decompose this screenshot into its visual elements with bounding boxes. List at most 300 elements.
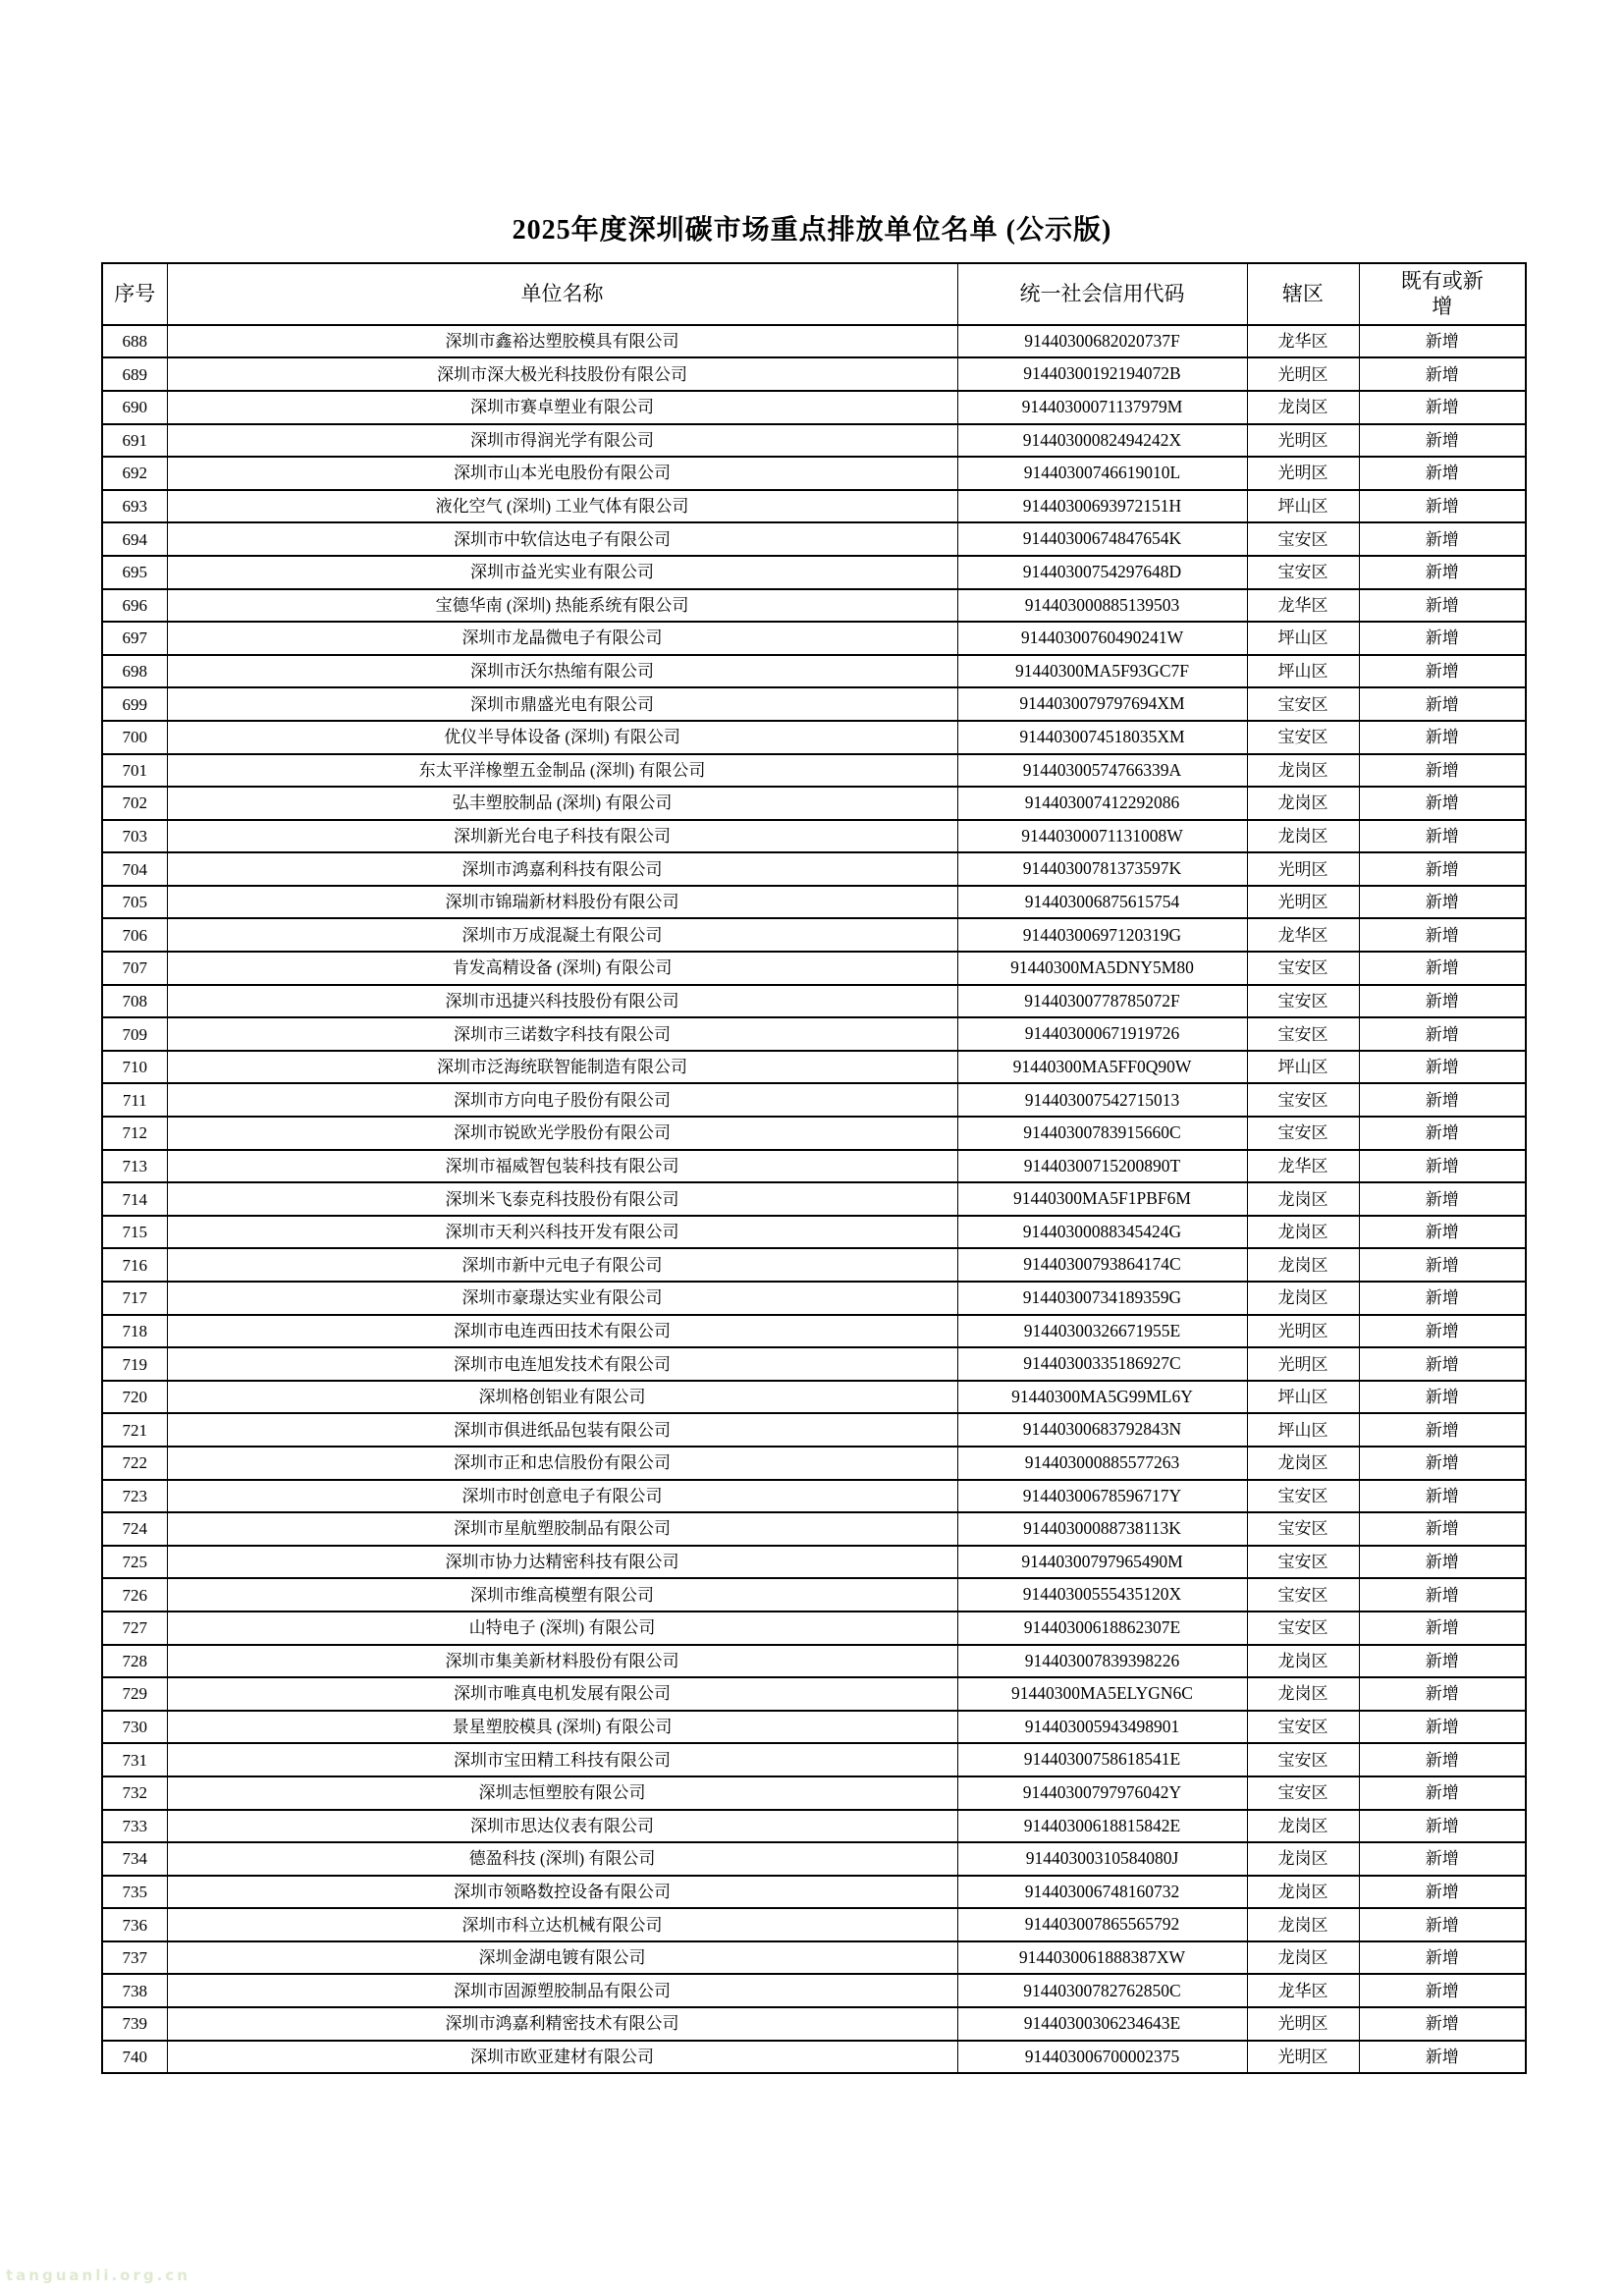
credit-code: 91440300192194072B <box>957 357 1247 391</box>
district: 光明区 <box>1247 357 1359 391</box>
table-row <box>102 655 1526 688</box>
district: 龙华区 <box>1247 589 1359 623</box>
row-seq: 732 <box>102 1776 167 1810</box>
district: 坪山区 <box>1247 1381 1359 1414</box>
row-seq: 704 <box>102 852 167 886</box>
table-row <box>102 1578 1526 1612</box>
credit-code: 91440300306234643E <box>957 2007 1247 2041</box>
district: 龙岗区 <box>1247 1645 1359 1678</box>
row-seq: 730 <box>102 1711 167 1744</box>
row-seq: 698 <box>102 655 167 688</box>
district: 宝安区 <box>1247 687 1359 721</box>
credit-code: 91440300683792843N <box>957 1413 1247 1447</box>
table-row <box>102 1546 1526 1579</box>
table-row <box>102 886 1526 919</box>
status: 新增 <box>1359 522 1526 556</box>
status: 新增 <box>1359 1876 1526 1909</box>
credit-code: 914403006748160732 <box>957 1876 1247 1909</box>
row-seq: 733 <box>102 1810 167 1843</box>
table-row <box>102 1677 1526 1711</box>
credit-code: 9144030061888387XW <box>957 1941 1247 1975</box>
row-seq: 721 <box>102 1413 167 1447</box>
status: 新增 <box>1359 1248 1526 1282</box>
credit-code: 91440300335186927C <box>957 1347 1247 1381</box>
district: 光明区 <box>1247 852 1359 886</box>
credit-code: 91440300088345424G <box>957 1216 1247 1249</box>
credit-code: 91440300MA5DNY5M80 <box>957 952 1247 985</box>
row-seq: 714 <box>102 1182 167 1216</box>
row-seq: 693 <box>102 490 167 523</box>
column-header-label: 辖区 <box>1282 282 1324 306</box>
table-row <box>102 1447 1526 1480</box>
credit-code: 914403000671919726 <box>957 1017 1247 1051</box>
row-seq: 696 <box>102 589 167 623</box>
table-row <box>102 1083 1526 1117</box>
status: 新增 <box>1359 852 1526 886</box>
status: 新增 <box>1359 918 1526 952</box>
status: 新增 <box>1359 1480 1526 1513</box>
table-row <box>102 1051 1526 1084</box>
district: 龙岗区 <box>1247 787 1359 820</box>
company-name: 深圳市中软信达电子有限公司 <box>167 522 957 556</box>
table-row <box>102 357 1526 391</box>
row-seq: 703 <box>102 820 167 853</box>
row-seq: 728 <box>102 1645 167 1678</box>
table-row <box>102 852 1526 886</box>
credit-code: 91440300760490241W <box>957 622 1247 655</box>
row-seq: 695 <box>102 556 167 589</box>
district: 龙岗区 <box>1247 1216 1359 1249</box>
credit-code: 914403007542715013 <box>957 1083 1247 1117</box>
district: 宝安区 <box>1247 1743 1359 1776</box>
row-seq: 727 <box>102 1612 167 1645</box>
table-row <box>102 556 1526 589</box>
credit-code: 91440300797976042Y <box>957 1776 1247 1810</box>
status: 新增 <box>1359 1117 1526 1150</box>
credit-code: 9144030074518035XM <box>957 721 1247 754</box>
company-name: 深圳市新中元电子有限公司 <box>167 1248 957 1282</box>
company-name: 深圳市龙晶微电子有限公司 <box>167 622 957 655</box>
row-seq: 713 <box>102 1150 167 1183</box>
company-name: 深圳市鼎盛光电有限公司 <box>167 687 957 721</box>
district: 龙岗区 <box>1247 1941 1359 1975</box>
row-seq: 736 <box>102 1908 167 1941</box>
table-row <box>102 2041 1526 2074</box>
row-seq: 729 <box>102 1677 167 1711</box>
column-header-status <box>1359 263 1526 325</box>
status: 新增 <box>1359 1347 1526 1381</box>
row-seq: 717 <box>102 1282 167 1315</box>
table-row <box>102 522 1526 556</box>
table-row <box>102 2007 1526 2041</box>
district: 坪山区 <box>1247 655 1359 688</box>
company-name: 液化空气 (深圳) 工业气体有限公司 <box>167 490 957 523</box>
company-name: 深圳市赛卓塑业有限公司 <box>167 391 957 424</box>
row-seq: 697 <box>102 622 167 655</box>
district: 龙华区 <box>1247 918 1359 952</box>
table-row <box>102 1776 1526 1810</box>
credit-code: 91440300MA5ELYGN6C <box>957 1677 1247 1711</box>
emission-units-table <box>101 262 1527 2074</box>
row-seq: 726 <box>102 1578 167 1612</box>
row-seq: 700 <box>102 721 167 754</box>
district: 光明区 <box>1247 1315 1359 1348</box>
row-seq: 716 <box>102 1248 167 1282</box>
company-name: 深圳市欧亚建材有限公司 <box>167 2041 957 2074</box>
credit-code: 91440300674847654K <box>957 522 1247 556</box>
company-name: 深圳市益光实业有限公司 <box>167 556 957 589</box>
district: 宝安区 <box>1247 1711 1359 1744</box>
company-name: 深圳格创铝业有限公司 <box>167 1381 957 1414</box>
table-row <box>102 1182 1526 1216</box>
row-seq: 688 <box>102 325 167 358</box>
table-row <box>102 1150 1526 1183</box>
district: 光明区 <box>1247 2007 1359 2041</box>
table-row <box>102 424 1526 458</box>
district: 宝安区 <box>1247 952 1359 985</box>
table-row <box>102 687 1526 721</box>
credit-code: 914403007865565792 <box>957 1908 1247 1941</box>
company-name: 深圳市电连西田技术有限公司 <box>167 1315 957 1348</box>
row-seq: 709 <box>102 1017 167 1051</box>
company-name: 深圳市深大极光科技股份有限公司 <box>167 357 957 391</box>
table-row <box>102 1612 1526 1645</box>
district: 坪山区 <box>1247 622 1359 655</box>
status: 新增 <box>1359 457 1526 490</box>
credit-code: 91440300326671955E <box>957 1315 1247 1348</box>
column-header-district <box>1247 263 1359 325</box>
row-seq: 710 <box>102 1051 167 1084</box>
row-seq: 712 <box>102 1117 167 1150</box>
column-header-credit-code <box>957 263 1247 325</box>
company-name: 优仪半导体设备 (深圳) 有限公司 <box>167 721 957 754</box>
district: 宝安区 <box>1247 1512 1359 1546</box>
district: 龙岗区 <box>1247 820 1359 853</box>
table-body <box>102 325 1526 2073</box>
district: 龙岗区 <box>1247 1182 1359 1216</box>
row-seq: 708 <box>102 985 167 1018</box>
row-seq: 692 <box>102 457 167 490</box>
company-name: 深圳市协力达精密科技有限公司 <box>167 1546 957 1579</box>
table-row <box>102 622 1526 655</box>
credit-code: 91440300574766339A <box>957 754 1247 788</box>
company-name: 深圳市科立达机械有限公司 <box>167 1908 957 1941</box>
row-seq: 689 <box>102 357 167 391</box>
status: 新增 <box>1359 655 1526 688</box>
district: 宝安区 <box>1247 721 1359 754</box>
table-row <box>102 1810 1526 1843</box>
row-seq: 735 <box>102 1876 167 1909</box>
table-row <box>102 1413 1526 1447</box>
credit-code: 91440300754297648D <box>957 556 1247 589</box>
district: 龙岗区 <box>1247 1282 1359 1315</box>
status: 新增 <box>1359 952 1526 985</box>
company-name: 深圳新光台电子科技有限公司 <box>167 820 957 853</box>
company-name: 深圳市固源塑胶制品有限公司 <box>167 1974 957 2007</box>
company-name: 深圳市正和忠信股份有限公司 <box>167 1447 957 1480</box>
status: 新增 <box>1359 1908 1526 1941</box>
status: 新增 <box>1359 1282 1526 1315</box>
table-row <box>102 1743 1526 1776</box>
company-name: 深圳市唯真电机发展有限公司 <box>167 1677 957 1711</box>
column-header-label: 既有或新增 <box>1400 269 1484 319</box>
row-seq: 719 <box>102 1347 167 1381</box>
table-row <box>102 787 1526 820</box>
company-name: 深圳市锐欧光学股份有限公司 <box>167 1117 957 1150</box>
company-name: 深圳市星航塑胶制品有限公司 <box>167 1512 957 1546</box>
credit-code: 91440300618862307E <box>957 1612 1247 1645</box>
row-seq: 699 <box>102 687 167 721</box>
status: 新增 <box>1359 1743 1526 1776</box>
table-row <box>102 1282 1526 1315</box>
district: 宝安区 <box>1247 1117 1359 1150</box>
status: 新增 <box>1359 1512 1526 1546</box>
company-name: 深圳市泛海统联智能制造有限公司 <box>167 1051 957 1084</box>
district: 光明区 <box>1247 2041 1359 2074</box>
status: 新增 <box>1359 490 1526 523</box>
status: 新增 <box>1359 2007 1526 2041</box>
credit-code: 91440300758618541E <box>957 1743 1247 1776</box>
row-seq: 723 <box>102 1480 167 1513</box>
status: 新增 <box>1359 1645 1526 1678</box>
district: 宝安区 <box>1247 556 1359 589</box>
company-name: 深圳市迅捷兴科技股份有限公司 <box>167 985 957 1018</box>
company-name: 深圳市鸿嘉利精密技术有限公司 <box>167 2007 957 2041</box>
company-name: 深圳市三诺数字科技有限公司 <box>167 1017 957 1051</box>
company-name: 深圳市俱进纸品包装有限公司 <box>167 1413 957 1447</box>
status: 新增 <box>1359 424 1526 458</box>
status: 新增 <box>1359 1017 1526 1051</box>
credit-code: 91440300071131008W <box>957 820 1247 853</box>
table-row <box>102 1645 1526 1678</box>
table-row <box>102 1017 1526 1051</box>
company-name: 深圳市沃尔热缩有限公司 <box>167 655 957 688</box>
status: 新增 <box>1359 1381 1526 1414</box>
company-name: 深圳米飞泰克科技股份有限公司 <box>167 1182 957 1216</box>
status: 新增 <box>1359 1677 1526 1711</box>
company-name: 深圳市万成混凝土有限公司 <box>167 918 957 952</box>
company-name: 深圳市时创意电子有限公司 <box>167 1480 957 1513</box>
status: 新增 <box>1359 391 1526 424</box>
company-name: 深圳市方向电子股份有限公司 <box>167 1083 957 1117</box>
row-seq: 715 <box>102 1216 167 1249</box>
district: 坪山区 <box>1247 490 1359 523</box>
credit-code: 914403006875615754 <box>957 886 1247 919</box>
credit-code: 91440300MA5F93GC7F <box>957 655 1247 688</box>
credit-code: 91440300310584080J <box>957 1842 1247 1876</box>
credit-code: 91440300682020737F <box>957 325 1247 358</box>
row-seq: 694 <box>102 522 167 556</box>
table-row <box>102 325 1526 358</box>
row-seq: 711 <box>102 1083 167 1117</box>
table-row <box>102 754 1526 788</box>
column-header-row-seq <box>102 263 167 325</box>
row-seq: 718 <box>102 1315 167 1348</box>
credit-code: 91440300678596717Y <box>957 1480 1247 1513</box>
company-name: 德盈科技 (深圳) 有限公司 <box>167 1842 957 1876</box>
status: 新增 <box>1359 1315 1526 1348</box>
credit-code: 9144030079797694XM <box>957 687 1247 721</box>
table-row <box>102 1876 1526 1909</box>
row-seq: 701 <box>102 754 167 788</box>
table-row <box>102 952 1526 985</box>
district: 宝安区 <box>1247 1612 1359 1645</box>
status: 新增 <box>1359 820 1526 853</box>
row-seq: 690 <box>102 391 167 424</box>
district: 宝安区 <box>1247 985 1359 1018</box>
status: 新增 <box>1359 1711 1526 1744</box>
status: 新增 <box>1359 721 1526 754</box>
district: 宝安区 <box>1247 1776 1359 1810</box>
row-seq: 724 <box>102 1512 167 1546</box>
credit-code: 91440300778785072F <box>957 985 1247 1018</box>
company-name: 肯发高精设备 (深圳) 有限公司 <box>167 952 957 985</box>
status: 新增 <box>1359 787 1526 820</box>
company-name: 弘丰塑胶制品 (深圳) 有限公司 <box>167 787 957 820</box>
status: 新增 <box>1359 1776 1526 1810</box>
district: 坪山区 <box>1247 1051 1359 1084</box>
table-row <box>102 1117 1526 1150</box>
table-row <box>102 391 1526 424</box>
company-name: 深圳金湖电镀有限公司 <box>167 1941 957 1975</box>
table-row <box>102 490 1526 523</box>
row-seq: 722 <box>102 1447 167 1480</box>
table-row <box>102 918 1526 952</box>
district: 龙岗区 <box>1247 391 1359 424</box>
credit-code: 91440300693972151H <box>957 490 1247 523</box>
table-row <box>102 1711 1526 1744</box>
row-seq: 707 <box>102 952 167 985</box>
company-name: 山特电子 (深圳) 有限公司 <box>167 1612 957 1645</box>
credit-code: 91440300MA5G99ML6Y <box>957 1381 1247 1414</box>
company-name: 深圳市电连旭发技术有限公司 <box>167 1347 957 1381</box>
status: 新增 <box>1359 1413 1526 1447</box>
status: 新增 <box>1359 1447 1526 1480</box>
district: 龙岗区 <box>1247 1908 1359 1941</box>
district: 宝安区 <box>1247 1017 1359 1051</box>
status: 新增 <box>1359 622 1526 655</box>
district: 宝安区 <box>1247 1480 1359 1513</box>
district: 坪山区 <box>1247 1413 1359 1447</box>
status: 新增 <box>1359 1546 1526 1579</box>
district: 龙岗区 <box>1247 1447 1359 1480</box>
table-row <box>102 820 1526 853</box>
district: 龙华区 <box>1247 325 1359 358</box>
credit-code: 91440300782762850C <box>957 1974 1247 2007</box>
row-seq: 725 <box>102 1546 167 1579</box>
company-name: 深圳市鑫裕达塑胶模具有限公司 <box>167 325 957 358</box>
status: 新增 <box>1359 754 1526 788</box>
table-header <box>102 263 1526 325</box>
district: 光明区 <box>1247 457 1359 490</box>
status: 新增 <box>1359 1842 1526 1876</box>
row-seq: 734 <box>102 1842 167 1876</box>
watermark: tanguanli.org.cn <box>6 2267 190 2284</box>
table-row <box>102 1842 1526 1876</box>
table-row <box>102 1908 1526 1941</box>
district: 宝安区 <box>1247 522 1359 556</box>
status: 新增 <box>1359 1083 1526 1117</box>
row-seq: 705 <box>102 886 167 919</box>
credit-code: 91440300618815842E <box>957 1810 1247 1843</box>
table-row <box>102 1974 1526 2007</box>
status: 新增 <box>1359 1941 1526 1975</box>
company-name: 宝德华南 (深圳) 热能系统有限公司 <box>167 589 957 623</box>
district: 宝安区 <box>1247 1578 1359 1612</box>
district: 光明区 <box>1247 1347 1359 1381</box>
status: 新增 <box>1359 886 1526 919</box>
district: 龙华区 <box>1247 1974 1359 2007</box>
status: 新增 <box>1359 556 1526 589</box>
company-name: 深圳市维高模塑有限公司 <box>167 1578 957 1612</box>
district: 龙岗区 <box>1247 1248 1359 1282</box>
table-row <box>102 1512 1526 1546</box>
row-seq: 740 <box>102 2041 167 2074</box>
district: 光明区 <box>1247 424 1359 458</box>
status: 新增 <box>1359 1810 1526 1843</box>
district: 宝安区 <box>1247 1083 1359 1117</box>
row-seq: 739 <box>102 2007 167 2041</box>
company-name: 景星塑胶模具 (深圳) 有限公司 <box>167 1711 957 1744</box>
credit-code: 91440300715200890T <box>957 1150 1247 1183</box>
company-name: 深圳市福威智包装科技有限公司 <box>167 1150 957 1183</box>
table-row <box>102 1381 1526 1414</box>
page-title: 2025年度深圳碳市场重点排放单位名单 (公示版) <box>512 215 1112 246</box>
status: 新增 <box>1359 357 1526 391</box>
district: 龙岗区 <box>1247 754 1359 788</box>
credit-code: 91440300783915660C <box>957 1117 1247 1150</box>
row-seq: 738 <box>102 1974 167 2007</box>
district: 龙华区 <box>1247 1150 1359 1183</box>
row-seq: 737 <box>102 1941 167 1975</box>
credit-code: 914403007839398226 <box>957 1645 1247 1678</box>
status: 新增 <box>1359 1612 1526 1645</box>
table-header-row <box>102 263 1526 325</box>
district: 龙岗区 <box>1247 1810 1359 1843</box>
credit-code: 914403005943498901 <box>957 1711 1247 1744</box>
status: 新增 <box>1359 325 1526 358</box>
table-row <box>102 1216 1526 1249</box>
table-row <box>102 589 1526 623</box>
row-seq: 691 <box>102 424 167 458</box>
company-name: 深圳市宝田精工科技有限公司 <box>167 1743 957 1776</box>
table-row <box>102 721 1526 754</box>
credit-code: 91440300071137979M <box>957 391 1247 424</box>
company-name: 深圳志恒塑胶有限公司 <box>167 1776 957 1810</box>
credit-code: 91440300734189359G <box>957 1282 1247 1315</box>
district: 光明区 <box>1247 886 1359 919</box>
table-row <box>102 1480 1526 1513</box>
credit-code: 91440300697120319G <box>957 918 1247 952</box>
column-header-company-name <box>167 263 957 325</box>
credit-code: 91440300793864174C <box>957 1248 1247 1282</box>
row-seq: 702 <box>102 787 167 820</box>
company-name: 深圳市豪璟达实业有限公司 <box>167 1282 957 1315</box>
credit-code: 91440300555435120X <box>957 1578 1247 1612</box>
company-name: 深圳市山本光电股份有限公司 <box>167 457 957 490</box>
status: 新增 <box>1359 589 1526 623</box>
credit-code: 91440300088738113K <box>957 1512 1247 1546</box>
company-name: 深圳市锦瑞新材料股份有限公司 <box>167 886 957 919</box>
row-seq: 706 <box>102 918 167 952</box>
credit-code: 91440300MA5FF0Q90W <box>957 1051 1247 1084</box>
company-name: 深圳市集美新材料股份有限公司 <box>167 1645 957 1678</box>
company-name: 深圳市思达仪表有限公司 <box>167 1810 957 1843</box>
credit-code: 91440300746619010L <box>957 457 1247 490</box>
credit-code: 91440300082494242X <box>957 424 1247 458</box>
company-name: 深圳市领略数控设备有限公司 <box>167 1876 957 1909</box>
company-name: 东太平洋橡塑五金制品 (深圳) 有限公司 <box>167 754 957 788</box>
